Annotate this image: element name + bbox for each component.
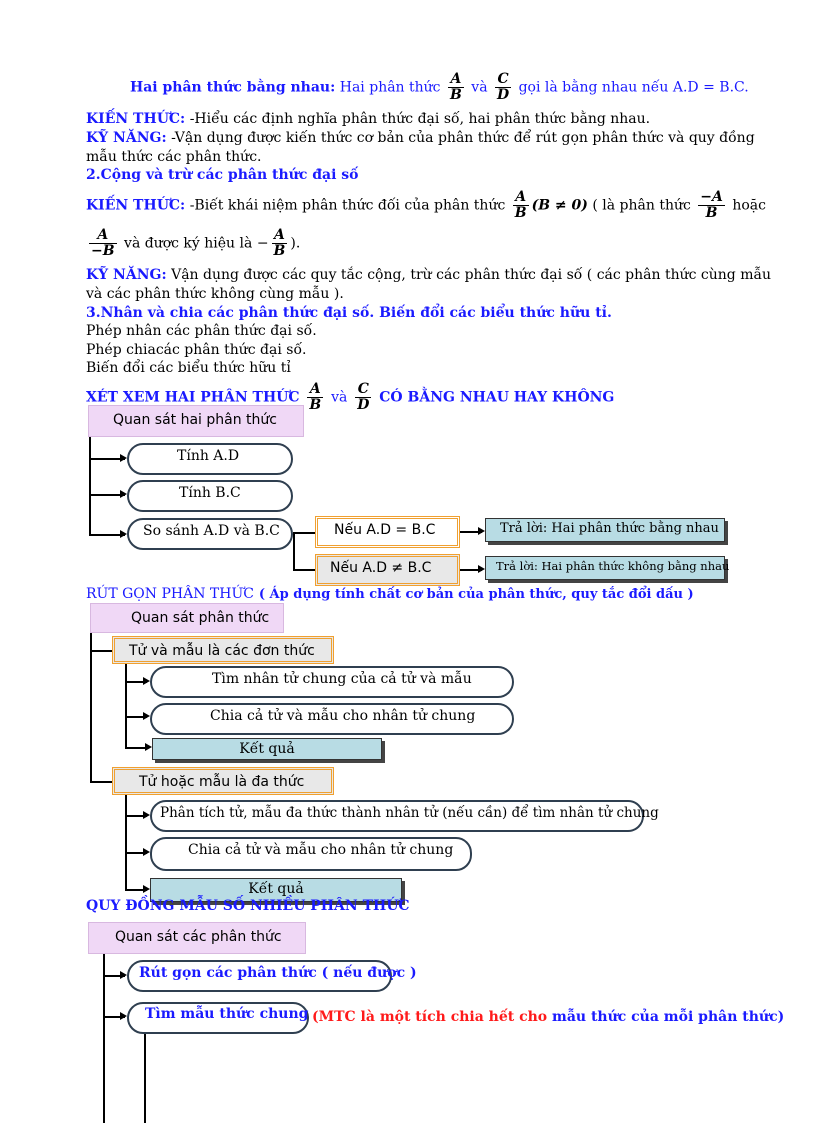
divide-common-factor-pill: Chia cả tử và mẫu cho nhân tử chung <box>150 703 514 735</box>
or-word: hoặc <box>732 197 766 214</box>
arrow-head <box>143 712 150 720</box>
arrow-head <box>143 677 150 685</box>
knowledge-text-b: ( là phân thức <box>592 197 691 214</box>
divide-common-factor-pill-2: Chia cả tử và mẫu cho nhân tử chung <box>150 837 472 871</box>
skill-label: KỸ NĂNG: <box>86 130 167 146</box>
arrow-head <box>120 454 127 462</box>
equal-fractions-condition: gọi là bằng nhau nếu A.D = B.C. <box>518 79 749 96</box>
fraction-a-neg-b: $\frac{A}{-B}$ <box>91 227 115 259</box>
common-denominator-note: (MTC là một tích chia hết cho mẫu thức của mỗi phân thức) <box>312 1009 785 1025</box>
section-3-item: Phép nhân các phân thức đại số. <box>86 323 317 339</box>
reduce-fractions-pill: Rút gọn các phân thức ( nếu được ) <box>127 960 392 992</box>
skill-label: KỸ NĂNG: <box>86 267 167 283</box>
and-word: và <box>471 79 488 96</box>
heading-reduce-fraction: RÚT GỌN PHÂN THỨC ( Áp dụng tính chất cơ bản của phân thức, quy tắc đổi dấu ) <box>86 586 694 602</box>
observe-fractions-box: Quan sát các phân thức <box>88 922 306 954</box>
if-not-equal-box: Nếu A.D ≠ B.C <box>315 554 460 586</box>
minus-sign: − <box>256 235 269 252</box>
arrow-head <box>120 530 127 538</box>
arrow-head <box>120 490 127 498</box>
skill-2-cont: và các phân thức không cùng mẫu ). <box>86 286 344 302</box>
result-box: Kết quả <box>152 738 382 760</box>
skill-1-cont: mẫu thức các phân thức. <box>86 149 262 165</box>
arrow-head <box>120 1012 127 1020</box>
section-2-title: 2.Cộng và trừ các phân thức đại số <box>86 167 359 183</box>
arrow-head <box>143 885 150 893</box>
equal-fractions-text: Hai phân thức <box>339 79 441 96</box>
arrow-head <box>143 811 150 819</box>
find-common-factor-pill: Tìm nhân tử chung của cả tử và mẫu <box>150 666 514 698</box>
heading-compare-fractions: XÉT XEM HAI PHÂN THỨC $\frac{A}{B}$ và $\frac{C}{D}$ CÓ BẰNG NHAU HAY KHÔNG <box>86 381 615 413</box>
fraction-c-d: $\frac{C}{D}$ <box>357 381 370 413</box>
compare-pill: So sánh A.D và B.C <box>127 518 293 550</box>
arrow-head <box>478 527 485 535</box>
close-paren: ). <box>290 235 301 252</box>
arrow-head <box>120 971 127 979</box>
heading-3-mask <box>150 878 406 898</box>
knowledge-text: -Biết khái niệm phân thức đối của phân thức <box>189 197 506 214</box>
knowledge-label: KIẾN THỨC: <box>86 197 186 214</box>
observe-fraction-box: Quan sát phân thức <box>90 603 284 633</box>
arrow-head <box>145 743 152 751</box>
heading-common-denominator: QUY ĐỒNG MẪU SỐ NHIỀU PHÂN THỨC <box>86 898 410 914</box>
polynomial-box: Tử hoặc mẫu là đa thức <box>112 767 334 795</box>
find-common-denominator-pill: Tìm mẫu thức chung <box>127 1002 309 1034</box>
section-3-item: Biến đổi các biểu thức hữu tỉ <box>86 360 291 376</box>
condition: (B ≠ 0) <box>531 197 588 214</box>
skill-text: -Vận dụng được kiến thức cơ bản của phân thức để rút gọn phân thức và quy đồng <box>171 130 755 146</box>
observe-two-fractions-box: Quan sát hai phân thức <box>88 405 304 437</box>
result-box-2: Kết quả <box>150 878 402 902</box>
knowledge-text: -Hiểu các định nghĩa phân thức đại số, hai phân thức bằng nhau. <box>189 111 651 127</box>
notation-text: và được ký hiệu là <box>124 235 253 252</box>
calc-ad-pill: Tính A.D <box>127 443 293 475</box>
arrow-head <box>478 565 485 573</box>
fraction-a-b: $\frac{A}{B}$ <box>273 227 286 259</box>
knowledge-label: KIẾN THỨC: <box>86 111 186 127</box>
answer-equal-box: Trả lời: Hai phân thức bằng nhau <box>485 518 725 542</box>
section-3-item: Phép chiacác phân thức đại số. <box>86 342 307 358</box>
skill-text: Vận dụng được các quy tắc cộng, trừ các phân thức đại số ( các phân thức cùng mẫu <box>171 267 772 283</box>
if-equal-box: Nếu A.D = B.C <box>315 516 460 548</box>
equal-fractions-lead: Hai phân thức bằng nhau: <box>130 79 336 96</box>
fraction-a-b: $\frac{A}{B}$ <box>514 189 527 221</box>
fraction-a-b: $\frac{A}{B}$ <box>449 71 462 103</box>
calc-bc-pill: Tính B.C <box>127 480 293 512</box>
arrow-head <box>143 848 150 856</box>
monomial-box: Tử và mẫu là các đơn thức <box>112 636 334 664</box>
fraction-a-b: $\frac{A}{B}$ <box>309 381 322 413</box>
answer-not-equal-box: Trả lời: Hai phân thức không bằng nhau <box>485 556 725 580</box>
factorize-pill: Phân tích tử, mẫu đa thức thành nhân tử (nếu cần) để tìm nhân tử chung <box>150 800 644 832</box>
fraction-neg-a-b: $\frac{-A}{B}$ <box>700 189 723 221</box>
fraction-c-d: $\frac{C}{D}$ <box>497 71 510 103</box>
section-3-title: 3.Nhân và chia các phân thức đại số. Biến đổi các biểu thức hữu tỉ. <box>86 305 612 321</box>
